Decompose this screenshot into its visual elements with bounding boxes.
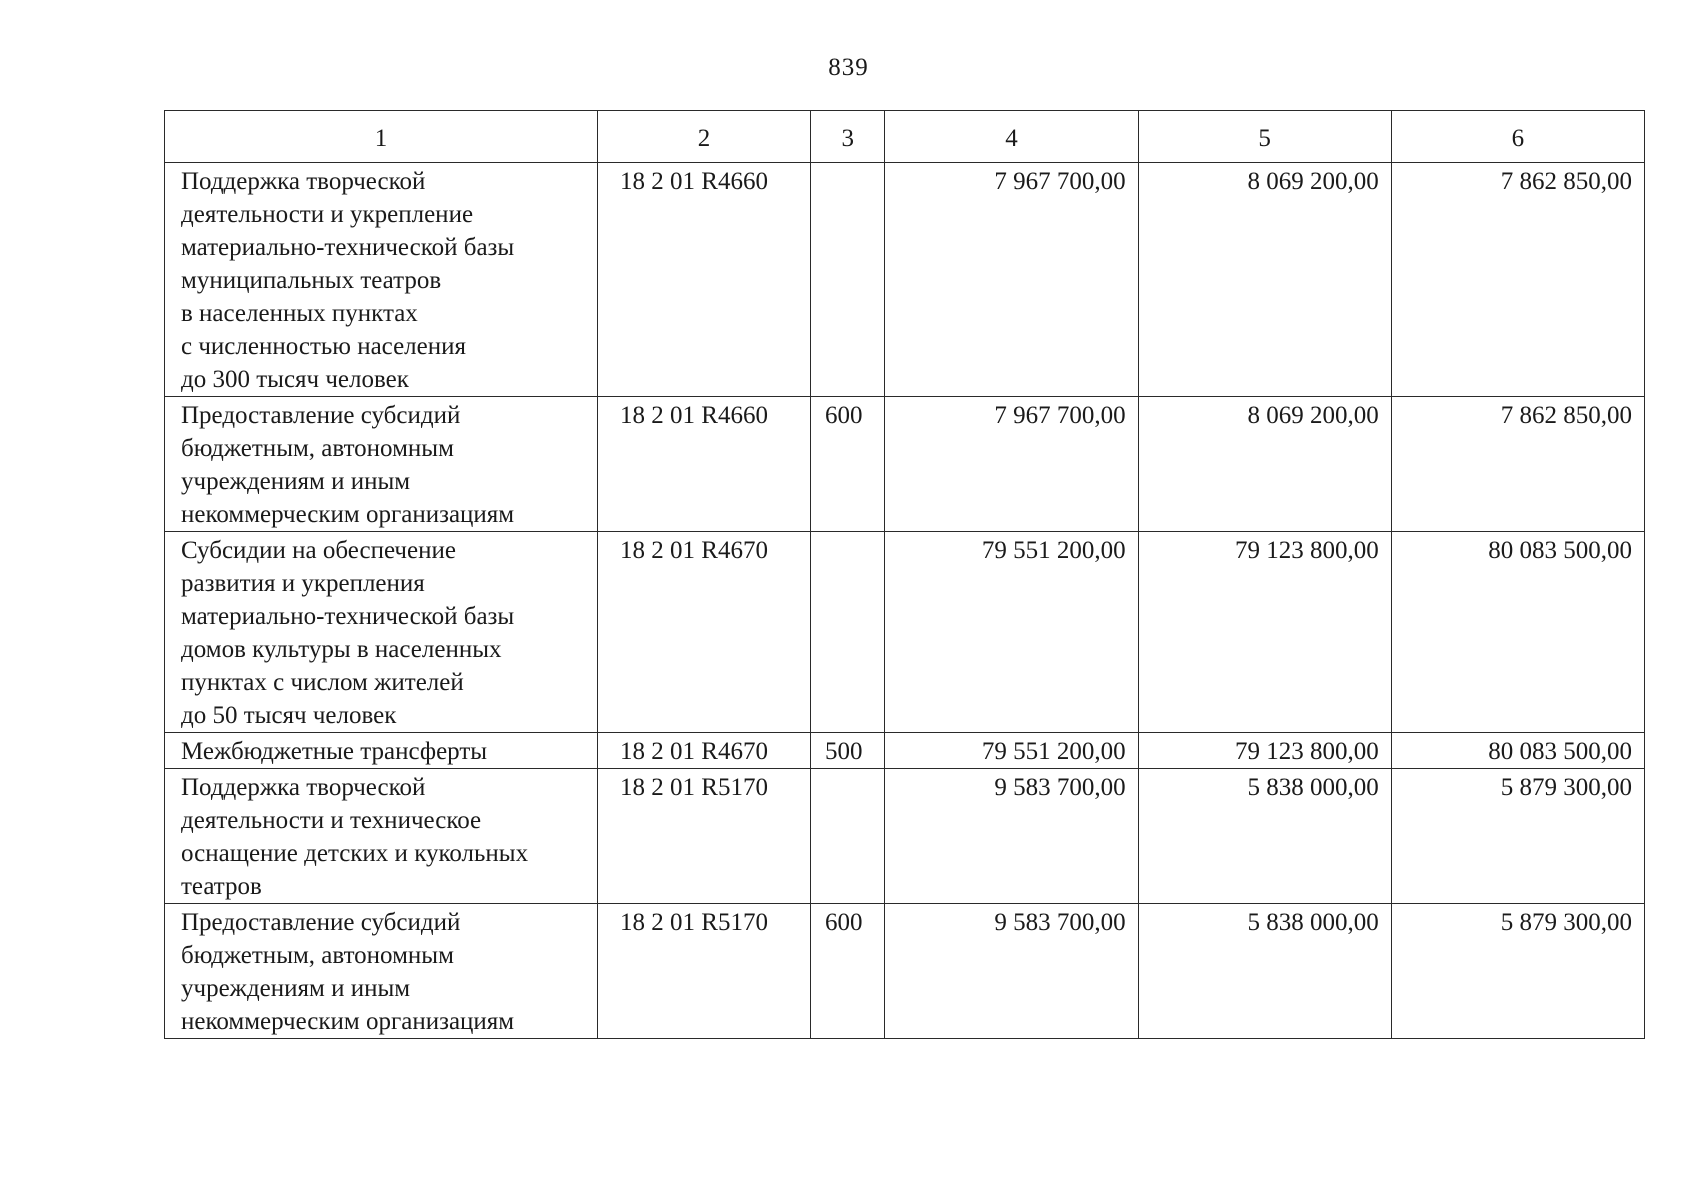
column-header-6: 6 — [1391, 111, 1644, 163]
row-type-cell: 500 — [811, 733, 885, 769]
row-type-cell — [811, 769, 885, 904]
row-value-6-cell: 80 083 500,00 — [1391, 532, 1644, 733]
row-value-5-cell: 5 838 000,00 — [1138, 769, 1391, 904]
row-type-cell: 600 — [811, 904, 885, 1039]
column-header-4: 4 — [885, 111, 1138, 163]
page-number: 839 — [828, 54, 869, 81]
column-header-2: 2 — [598, 111, 811, 163]
column-header-3: 3 — [811, 111, 885, 163]
row-value-6-cell: 7 862 850,00 — [1391, 163, 1644, 397]
row-code-cell: 18 2 01 R4660 — [598, 163, 811, 397]
table-row — [165, 769, 1645, 904]
row-value-5-cell: 8 069 200,00 — [1138, 397, 1391, 532]
row-value-4-cell: 79 551 200,00 — [885, 733, 1138, 769]
row-code-cell: 18 2 01 R4670 — [598, 733, 811, 769]
row-value-5-cell: 5 838 000,00 — [1138, 904, 1391, 1039]
row-value-6-cell: 5 879 300,00 — [1391, 769, 1644, 904]
table-row — [165, 733, 1645, 769]
row-name-cell: Межбюджетные трансферты — [165, 733, 598, 769]
table-header-row — [165, 111, 1645, 163]
row-value-4-cell: 9 583 700,00 — [885, 904, 1138, 1039]
row-value-4-cell: 9 583 700,00 — [885, 769, 1138, 904]
row-value-5-cell: 8 069 200,00 — [1138, 163, 1391, 397]
row-value-6-cell: 7 862 850,00 — [1391, 397, 1644, 532]
row-value-4-cell: 7 967 700,00 — [885, 163, 1138, 397]
row-name-cell: Поддержка творческой деятельности и укрепление материально-технической базы муниципальных театров в населенных пунктах с численностью населения до 300 тысяч человек — [165, 163, 598, 397]
column-header-1: 1 — [165, 111, 598, 163]
table-row — [165, 904, 1645, 1039]
budget-table — [164, 110, 1645, 1039]
row-value-5-cell: 79 123 800,00 — [1138, 532, 1391, 733]
row-code-cell: 18 2 01 R4660 — [598, 397, 811, 532]
row-name-cell: Предоставление субсидий бюджетным, автономным учреждениям и иным некоммерческим организациям — [165, 904, 598, 1039]
row-type-cell — [811, 532, 885, 733]
row-value-4-cell: 79 551 200,00 — [885, 532, 1138, 733]
row-code-cell: 18 2 01 R5170 — [598, 904, 811, 1039]
row-type-cell — [811, 163, 885, 397]
row-value-6-cell: 5 879 300,00 — [1391, 904, 1644, 1039]
table-row — [165, 532, 1645, 733]
row-type-cell: 600 — [811, 397, 885, 532]
column-header-5: 5 — [1138, 111, 1391, 163]
row-code-cell: 18 2 01 R4670 — [598, 532, 811, 733]
row-name-cell: Предоставление субсидий бюджетным, автономным учреждениям и иным некоммерческим организациям — [165, 397, 598, 532]
row-value-6-cell: 80 083 500,00 — [1391, 733, 1644, 769]
row-name-cell: Субсидии на обеспечение развития и укрепления материально-технической базы домов культуры в населенных пунктах с числом жителей до 50 тысяч человек — [165, 532, 598, 733]
row-value-4-cell: 7 967 700,00 — [885, 397, 1138, 532]
table-row — [165, 163, 1645, 397]
table-row — [165, 397, 1645, 532]
row-name-cell: Поддержка творческой деятельности и техническое оснащение детских и кукольных театров — [165, 769, 598, 904]
row-code-cell: 18 2 01 R5170 — [598, 769, 811, 904]
row-value-5-cell: 79 123 800,00 — [1138, 733, 1391, 769]
